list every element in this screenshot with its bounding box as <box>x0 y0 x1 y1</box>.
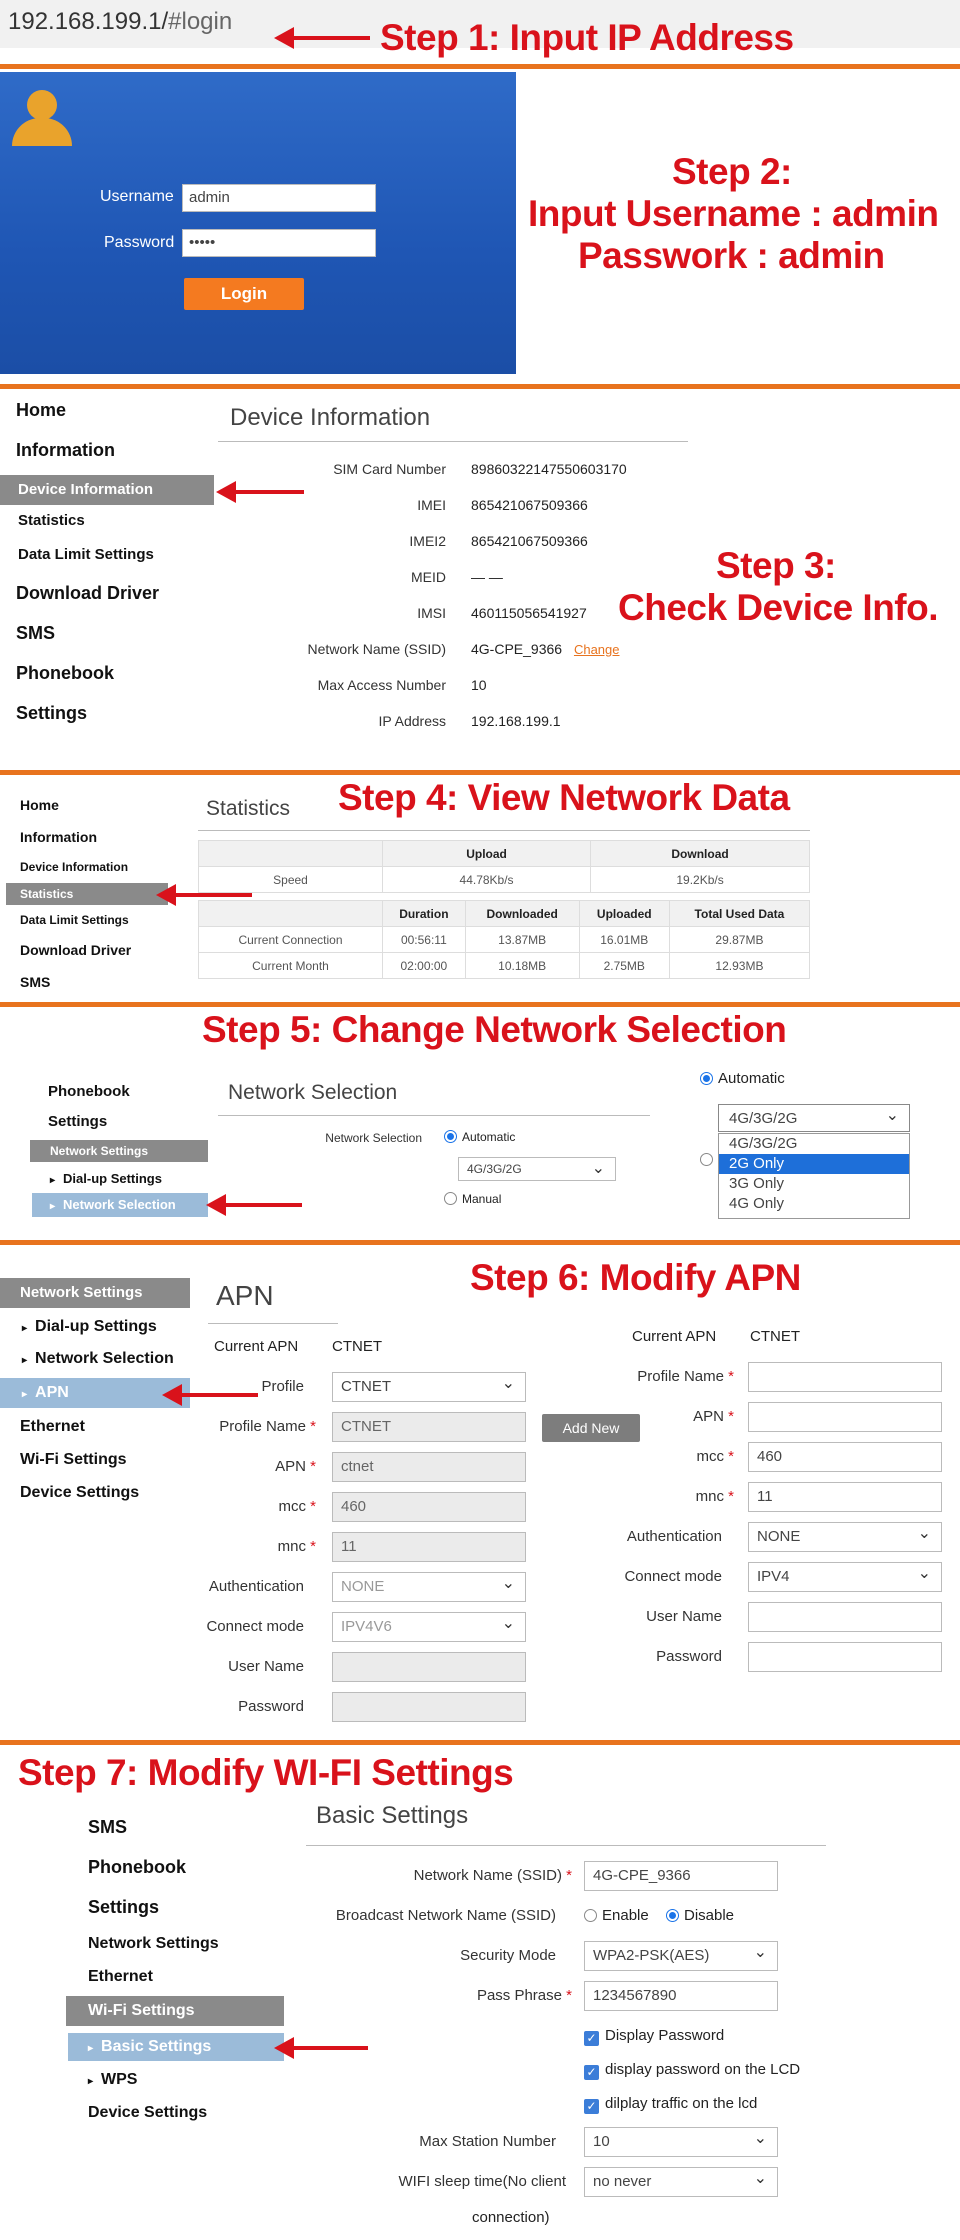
step-1-title: Step 1: Input IP Address <box>380 17 794 58</box>
step-3-title: Step 3: <box>716 545 836 586</box>
change-link[interactable]: Change <box>573 642 620 657</box>
s6-nav-apn[interactable]: ▸ APN <box>0 1378 190 1408</box>
profile-label: Profile <box>261 1378 304 1395</box>
r-pass-input[interactable] <box>748 1642 942 1672</box>
nav-information[interactable]: Information <box>16 440 115 460</box>
profile-name-input[interactable]: CTNET <box>332 1412 526 1442</box>
s5-nav-phonebook[interactable]: Phonebook <box>48 1083 130 1100</box>
s6-nav-wifi[interactable]: Wi-Fi Settings <box>20 1451 127 1468</box>
sim-value: 89860322147550603170 <box>471 461 627 477</box>
security-label: Security Mode <box>460 1947 556 1964</box>
r-connect-label: Connect mode <box>624 1568 722 1585</box>
arrow-4 <box>172 893 252 897</box>
security-select[interactable]: WPA2-PSK(AES) ⌄ <box>584 1941 778 1971</box>
r-mcc-label: mcc * <box>696 1448 734 1465</box>
option-4g3g2g[interactable]: 4G/3G/2G <box>729 1135 798 1152</box>
table-row: Current Month 02:00:00 10.18MB 2.75MB 12.93MB <box>199 953 810 979</box>
arrow-5 <box>222 1203 302 1207</box>
display-password-lcd-checkbox[interactable]: ✓ display password on the LCD <box>584 2061 800 2080</box>
ssid-value: 4G-CPE_9366 Change <box>471 641 620 657</box>
s7-nav-basic-settings[interactable]: ▸ Basic Settings <box>68 2033 284 2061</box>
mcc-label: mcc * <box>278 1498 316 1515</box>
arrow-3 <box>232 490 304 494</box>
zoom-radio-manual[interactable] <box>700 1151 718 1169</box>
step-3-sub: Check Device Info. <box>618 587 939 628</box>
imsi-value: 460115056541927 <box>471 605 587 621</box>
s7-nav-ethernet[interactable]: Ethernet <box>88 1968 153 1985</box>
r-auth-select[interactable]: NONE ⌄ <box>748 1522 942 1552</box>
basic-settings-title: Basic Settings <box>316 1802 469 1829</box>
s6-nav-network-selection[interactable]: ▸ Network Selection <box>22 1350 174 1367</box>
s7-nav-settings[interactable]: Settings <box>88 1897 160 1917</box>
option-4g-only[interactable]: 4G Only <box>729 1195 785 1212</box>
address-path: #login <box>168 8 233 35</box>
display-password-checkbox[interactable]: ✓ Display Password <box>584 2027 724 2046</box>
profile-select[interactable]: CTNET ⌄ <box>332 1372 526 1402</box>
s5-nav-network-settings[interactable]: Network Settings <box>30 1140 208 1162</box>
connect-label: Connect mode <box>206 1618 304 1635</box>
s5-nav-network-selection[interactable]: ▸ Network Selection <box>32 1193 208 1217</box>
usage-table <box>198 900 810 979</box>
password-label: Password <box>104 234 175 251</box>
imei-label: IMEI <box>417 497 446 513</box>
s4-nav-download-driver[interactable]: Download Driver <box>20 942 132 958</box>
arrow-1 <box>290 36 370 40</box>
s5-nav-dialup[interactable]: ▸ Dial-up Settings <box>50 1171 162 1186</box>
mnc-label: mnc * <box>277 1538 316 1555</box>
r-apn-input[interactable] <box>748 1402 942 1432</box>
step-5-title: Step 5: Change Network Selection <box>202 1009 787 1050</box>
max-station-label: Max Station Number <box>419 2133 556 2150</box>
netsel-auto-radio[interactable]: Automatic <box>444 1130 515 1144</box>
auth-label: Authentication <box>208 1578 304 1595</box>
s7-nav-device-settings[interactable]: Device Settings <box>88 2104 208 2121</box>
network-selection-title: Network Selection <box>228 1081 398 1104</box>
total-header: Total Used Data <box>669 901 809 927</box>
s7-nav-wps[interactable]: ▸ WPS <box>88 2071 138 2088</box>
r-profile-name-input[interactable] <box>748 1362 942 1392</box>
broadcast-enable-radio[interactable]: Enable <box>584 1907 649 1924</box>
pass-phrase-input[interactable]: 1234567890 <box>584 1981 778 2011</box>
login-button[interactable]: Login <box>184 278 304 310</box>
nav-download-driver[interactable]: Download Driver <box>16 583 160 603</box>
password-input[interactable]: ••••• <box>182 229 376 257</box>
r-user-input[interactable] <box>748 1602 942 1632</box>
s4-nav-device-information[interactable]: Device Information <box>20 860 129 874</box>
max-station-select[interactable]: 10 ⌄ <box>584 2127 778 2157</box>
s6-nav-ethernet[interactable]: Ethernet <box>20 1418 85 1435</box>
apn-current-label: Current APN <box>214 1338 299 1355</box>
nav-settings[interactable]: Settings <box>16 703 88 723</box>
apn-title: APN <box>216 1280 274 1311</box>
zoom-select[interactable]: 4G/3G/2G ⌄ <box>718 1104 910 1132</box>
speed-table <box>198 840 810 893</box>
nav-phonebook[interactable]: Phonebook <box>16 663 114 683</box>
password-input-apn[interactable] <box>332 1692 526 1722</box>
apn-input[interactable]: ctnet <box>332 1452 526 1482</box>
upload-header: Upload <box>383 841 591 867</box>
ssid-label: Network Name (SSID) <box>307 641 446 657</box>
max-access-label: Max Access Number <box>317 677 446 693</box>
netsel-manual-radio[interactable]: Manual <box>444 1192 501 1206</box>
wifi-ssid-input[interactable]: 4G-CPE_9366 <box>584 1861 778 1891</box>
arrow-6 <box>178 1393 258 1397</box>
s4-nav-data-limit[interactable]: Data Limit Settings <box>20 913 129 927</box>
add-new-button[interactable]: Add New <box>542 1414 640 1442</box>
s4-nav-sms[interactable]: SMS <box>20 974 51 990</box>
s7-nav-sms[interactable]: SMS <box>88 1817 128 1837</box>
uploaded-header: Uploaded <box>579 901 669 927</box>
upload-speed: 44.78Kb/s <box>383 867 591 893</box>
connect-select[interactable]: IPV4V6 ⌄ <box>332 1612 526 1642</box>
netsel-select[interactable]: 4G/3G/2G ⌄ <box>458 1157 616 1181</box>
login-panel <box>0 72 516 374</box>
nav-sms[interactable]: SMS <box>16 623 56 643</box>
s7-nav-wifi-settings[interactable]: Wi-Fi Settings <box>66 1996 284 2026</box>
meid-label: MEID <box>411 569 446 585</box>
user-input[interactable] <box>332 1652 526 1682</box>
duration-header: Duration <box>383 901 466 927</box>
s4-nav-home[interactable]: Home <box>20 797 59 813</box>
nav-data-limit[interactable]: Data Limit Settings <box>18 546 154 563</box>
step-7-title: Step 7: Modify WI-FI Settings <box>18 1752 514 1793</box>
s4-nav-statistics[interactable]: Statistics <box>6 883 168 905</box>
mcc-input[interactable]: 460 <box>332 1492 526 1522</box>
sleep-time-select[interactable]: no never ⌄ <box>584 2167 778 2197</box>
s7-nav-phonebook[interactable]: Phonebook <box>88 1857 186 1877</box>
nav-statistics[interactable]: Statistics <box>18 512 85 529</box>
step-6-title: Step 6: Modify APN <box>470 1257 801 1298</box>
s7-nav-network-settings[interactable]: Network Settings <box>88 1935 219 1952</box>
r-mcc-input[interactable]: 460 <box>748 1442 942 1472</box>
step-2-password: Passwork : admin <box>578 235 885 276</box>
sim-label: SIM Card Number <box>333 461 446 477</box>
step-2-title: Step 2: <box>672 151 792 192</box>
r-mnc-input[interactable]: 11 <box>748 1482 942 1512</box>
ip-value: 192.168.199.1 <box>471 713 561 729</box>
r-connect-select[interactable]: IPV4 ⌄ <box>748 1562 942 1592</box>
apn-current-value-right: CTNET <box>750 1328 800 1345</box>
s6-nav-network-settings[interactable]: Network Settings <box>0 1278 190 1308</box>
downloaded-header: Downloaded <box>465 901 579 927</box>
r-mnc-label: mnc * <box>695 1488 734 1505</box>
max-access-value: 10 <box>471 677 487 693</box>
sleep-time-label: WIFI sleep time(No client <box>398 2173 566 2190</box>
arrow-7 <box>290 2046 368 2050</box>
password-label-apn: Password <box>238 1698 304 1715</box>
auth-select[interactable]: NONE ⌄ <box>332 1572 526 1602</box>
s4-nav-information[interactable]: Information <box>20 829 97 845</box>
apn-current-value: CTNET <box>332 1338 382 1355</box>
download-header: Download <box>591 841 810 867</box>
apn-label: APN * <box>275 1458 316 1475</box>
imsi-label: IMSI <box>417 605 446 621</box>
r-pass-label: Password <box>656 1648 722 1665</box>
imei2-value: 865421067509366 <box>471 533 588 549</box>
r-auth-label: Authentication <box>626 1528 722 1545</box>
s6-nav-device[interactable]: Device Settings <box>20 1484 140 1501</box>
imei-value: 865421067509366 <box>471 497 588 513</box>
statistics-title: Statistics <box>206 797 291 820</box>
pass-phrase-label: Pass Phrase * <box>476 1987 572 2004</box>
broadcast-disable-radio[interactable]: Disable <box>666 1907 734 1924</box>
user-label: User Name <box>228 1658 304 1675</box>
broadcast-label: Broadcast Network Name (SSID) <box>335 1907 556 1924</box>
meid-value: — — <box>471 569 503 585</box>
step-4-title: Step 4: View Network Data <box>338 777 790 818</box>
profile-name-label: Profile Name * <box>219 1418 316 1435</box>
mnc-input[interactable]: 11 <box>332 1532 526 1562</box>
ip-label: IP Address <box>378 713 446 729</box>
table-row: Current Connection 00:56:11 13.87MB 16.01MB 29.87MB <box>199 927 810 953</box>
step-2-username: Input Username : admin <box>528 193 939 234</box>
address-host: 192.168.199.1/ <box>8 8 169 35</box>
r-apn-label: APN * <box>693 1408 734 1425</box>
download-speed: 19.2Kb/s <box>591 867 810 893</box>
username-input[interactable]: admin <box>182 184 376 212</box>
sleep-time-label-2: connection) <box>472 2209 550 2226</box>
username-label: Username <box>100 188 174 205</box>
imei2-label: IMEI2 <box>409 533 446 549</box>
avatar <box>12 88 72 148</box>
r-profile-name-label: Profile Name * <box>637 1368 734 1385</box>
r-user-label: User Name <box>646 1608 722 1625</box>
speed-label: Speed <box>199 867 383 893</box>
zoom-options-list[interactable] <box>718 1133 910 1219</box>
wifi-ssid-label: Network Name (SSID) * <box>413 1867 572 1884</box>
s6-nav-dialup[interactable]: ▸ Dial-up Settings <box>22 1318 157 1335</box>
s5-nav-settings[interactable]: Settings <box>48 1113 108 1130</box>
netsel-label: Network Selection <box>325 1131 422 1145</box>
nav-device-information[interactable]: Device Information <box>0 475 214 505</box>
option-3g-only[interactable]: 3G Only <box>729 1175 785 1192</box>
display-traffic-lcd-checkbox[interactable]: ✓ dilplay traffic on the lcd <box>584 2095 757 2114</box>
device-info-title: Device Information <box>230 404 431 431</box>
apn-current-label-right: Current APN <box>632 1328 717 1345</box>
option-2g-only[interactable]: 2G Only <box>719 1154 909 1174</box>
zoom-auto-radio[interactable]: Automatic <box>700 1070 785 1087</box>
nav-home[interactable]: Home <box>16 400 67 420</box>
